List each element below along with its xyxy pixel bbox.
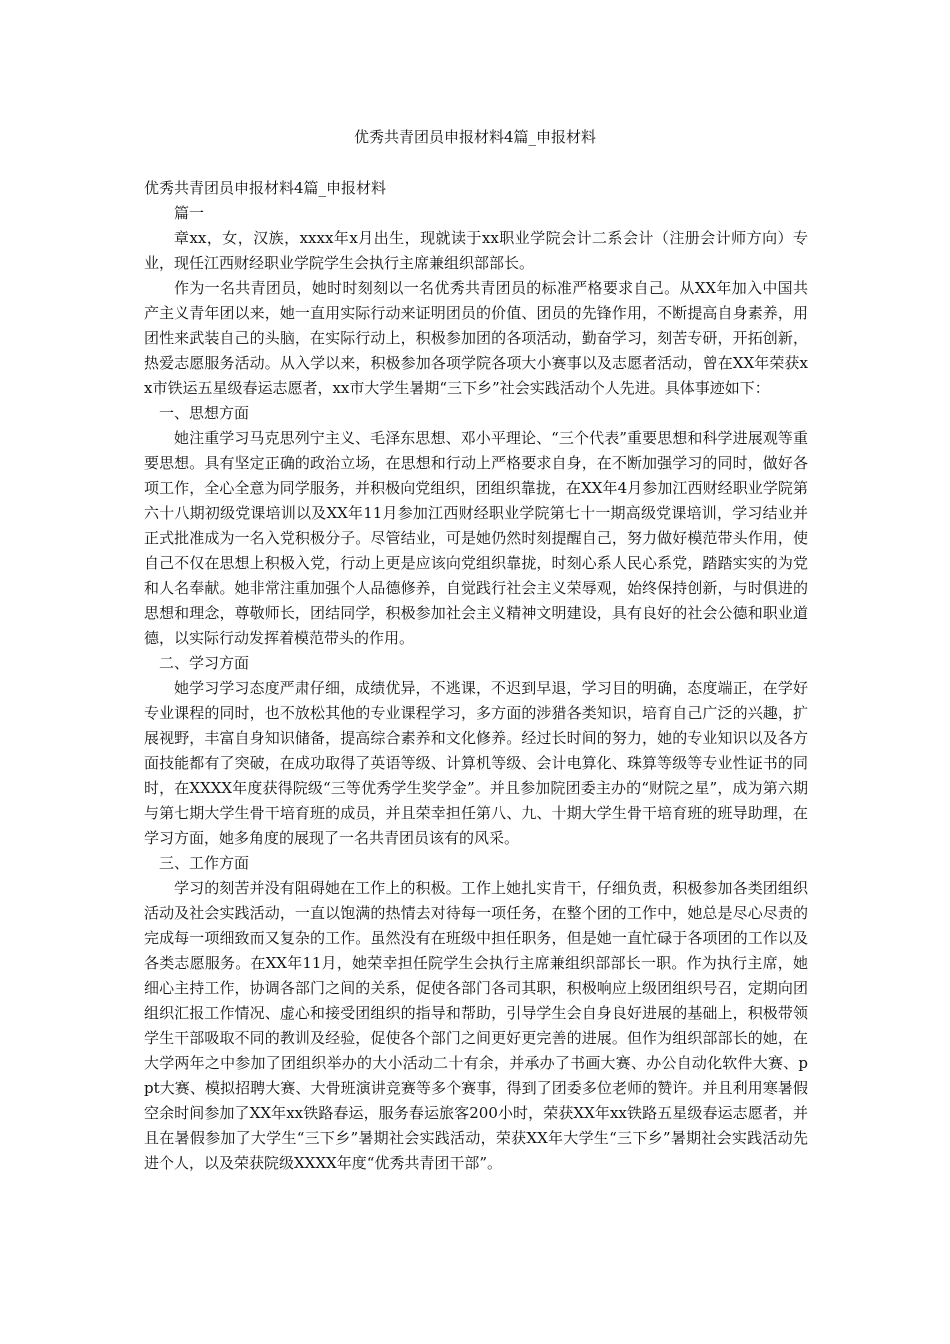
paragraph-work: 学习的刻苦并没有阻碍她在工作上的积极。工作上她扎实肯干，仔细负责，积极参加各类团组织活动及社会实践活动，一直以饱满的热情去对待每一项任务，在整个团的工作中，她总是尽心尽责的完成每一项细致而又复杂的工作。虽然没有在班级中担任职务，但是她一直忙碌于各项团的工作以及各类志愿服务。在XX年11月，她荣幸担任院学生会执行主席兼组织部部长一职。作为执行主席，她细心主持工作，协调各部门之间的关系，促使各部门各司其职，积极响应上级团组织号召，定期向团组织汇报工作情况、虚心和接受团组织的指导和帮助，引导学生会自身良好进展的基础上，积极带领学生干部吸取不同的教训及经验，促使各个部门之间更好更完善的进展。但作为组织部部长的她，在大学两年之中参加了团组织举办的大小活动二十有余，并承办了书画大赛、办公自动化软件大赛、ppt大赛、模拟招聘大赛、大骨班演讲竞赛等多个赛事，得到了团委多位老师的赞许。并且利用寒暑假空余时间参加了XX年xx铁路春运，服务春运旅客200小时，荣获XX年xx铁路五星级春运志愿者，并且在暑假参加了大学生“三下乡”暑期社会实践活动，荣获XX年大学生“三下乡”暑期社会实践活动先进个人，以及荣获院级XXXX年度“优秀共青团干部”。 [144, 879, 808, 1172]
paragraph-intro: 章xx，女，汉族，xxxx年x月出生，现就读于xx职业学院会计二系会计（注册会计师方向）专业，现任江西财经职业学院学生会执行主席兼组织部部长。 [144, 229, 808, 272]
section-heading-study: 二、学习方面 [159, 654, 250, 672]
section-heading-work: 三、工作方面 [159, 854, 250, 872]
section-label: 篇一 [174, 204, 205, 222]
paragraph-study: 她学习学习态度严肃仔细，成绩优异，不逃课，不迟到早退，学习目的明确，态度端正，在学好专业课程的同时，也不放松其他的专业课程学习，多方面的涉猎各类知识，培育自己广泛的兴趣，扩展视野，丰富自身知识储备，提高综合素养和文化修养。经过长时间的努力，她的专业知识以及各方面技能都有了突破，在成功取得了英语等级、计算机等级、会计电算化、珠算等级等专业性证书的同时，在XXXX年度获得院级“三等优秀学生奖学金”。并且参加院团委主办的“财院之星”，成为第六期与第七期大学生骨干培育班的成员，并且荣幸担任第八、九、十期大学生骨干培育班的班导助理，在学习方面，她多角度的展现了一名共青团员该有的风采。 [144, 679, 808, 847]
section-heading-thought: 一、思想方面 [159, 404, 250, 422]
paragraph-overview: 作为一名共青团员，她时时刻刻以一名优秀共青团员的标准严格要求自己。从XX年加入中国共产主义青年团以来，她一直用实际行动来证明团员的价值、团员的先锋作用，不断提高自身素养，用团性来武装自己的头脑，在实际行动上，积极参加团的各项活动，勤奋学习，刻苦专研，开拓创新，热爱志愿服务活动。从入学以来，积极参加各项学院各项大小赛事以及志愿者活动，曾在XX年荣获xx市铁运五星级春运志愿者，xx市大学生暑期“三下乡”社会实践活动个人先进。具体事迹如下： [144, 279, 808, 397]
document-body [144, 176, 808, 1176]
paragraph-thought: 她注重学习马克思列宁主义、毛泽东思想、邓小平理论、“三个代表”重要思想和科学进展观等重要思想。具有坚定正确的政治立场，在思想和行动上严格要求自身，在不断加强学习的同时，做好各项工作，全心全意为同学服务，并积极向党组织，团组织靠拢，在XX年4月参加江西财经职业学院第六十八期初级党课培训以及XX年11月参加江西财经职业学院第七十一期高级党课培训，学习结业并正式批准成为一名入党积极分子。尽管结业，可是她仍然时刻提醒自己，努力做好模范带头作用，使自己不仅在思想上积极入党，行动上更是应该向党组织靠拢，时刻心系人民心系党，踏踏实实的为党和人名奉献。她非常注重加强个人品德修养，自觉践行社会主义荣辱观，始终保持创新，与时俱进的思想和理念，尊敬师长，团结同学，积极参加社会主义精神文明建设，具有良好的社会公德和职业道德，以实际行动发挥着模范带头的作用。 [144, 429, 808, 647]
document-title: 优秀共青团员申报材料4篇_申报材料 [353, 128, 597, 146]
document-subtitle: 优秀共青团员申报材料4篇_申报材料 [144, 179, 387, 197]
